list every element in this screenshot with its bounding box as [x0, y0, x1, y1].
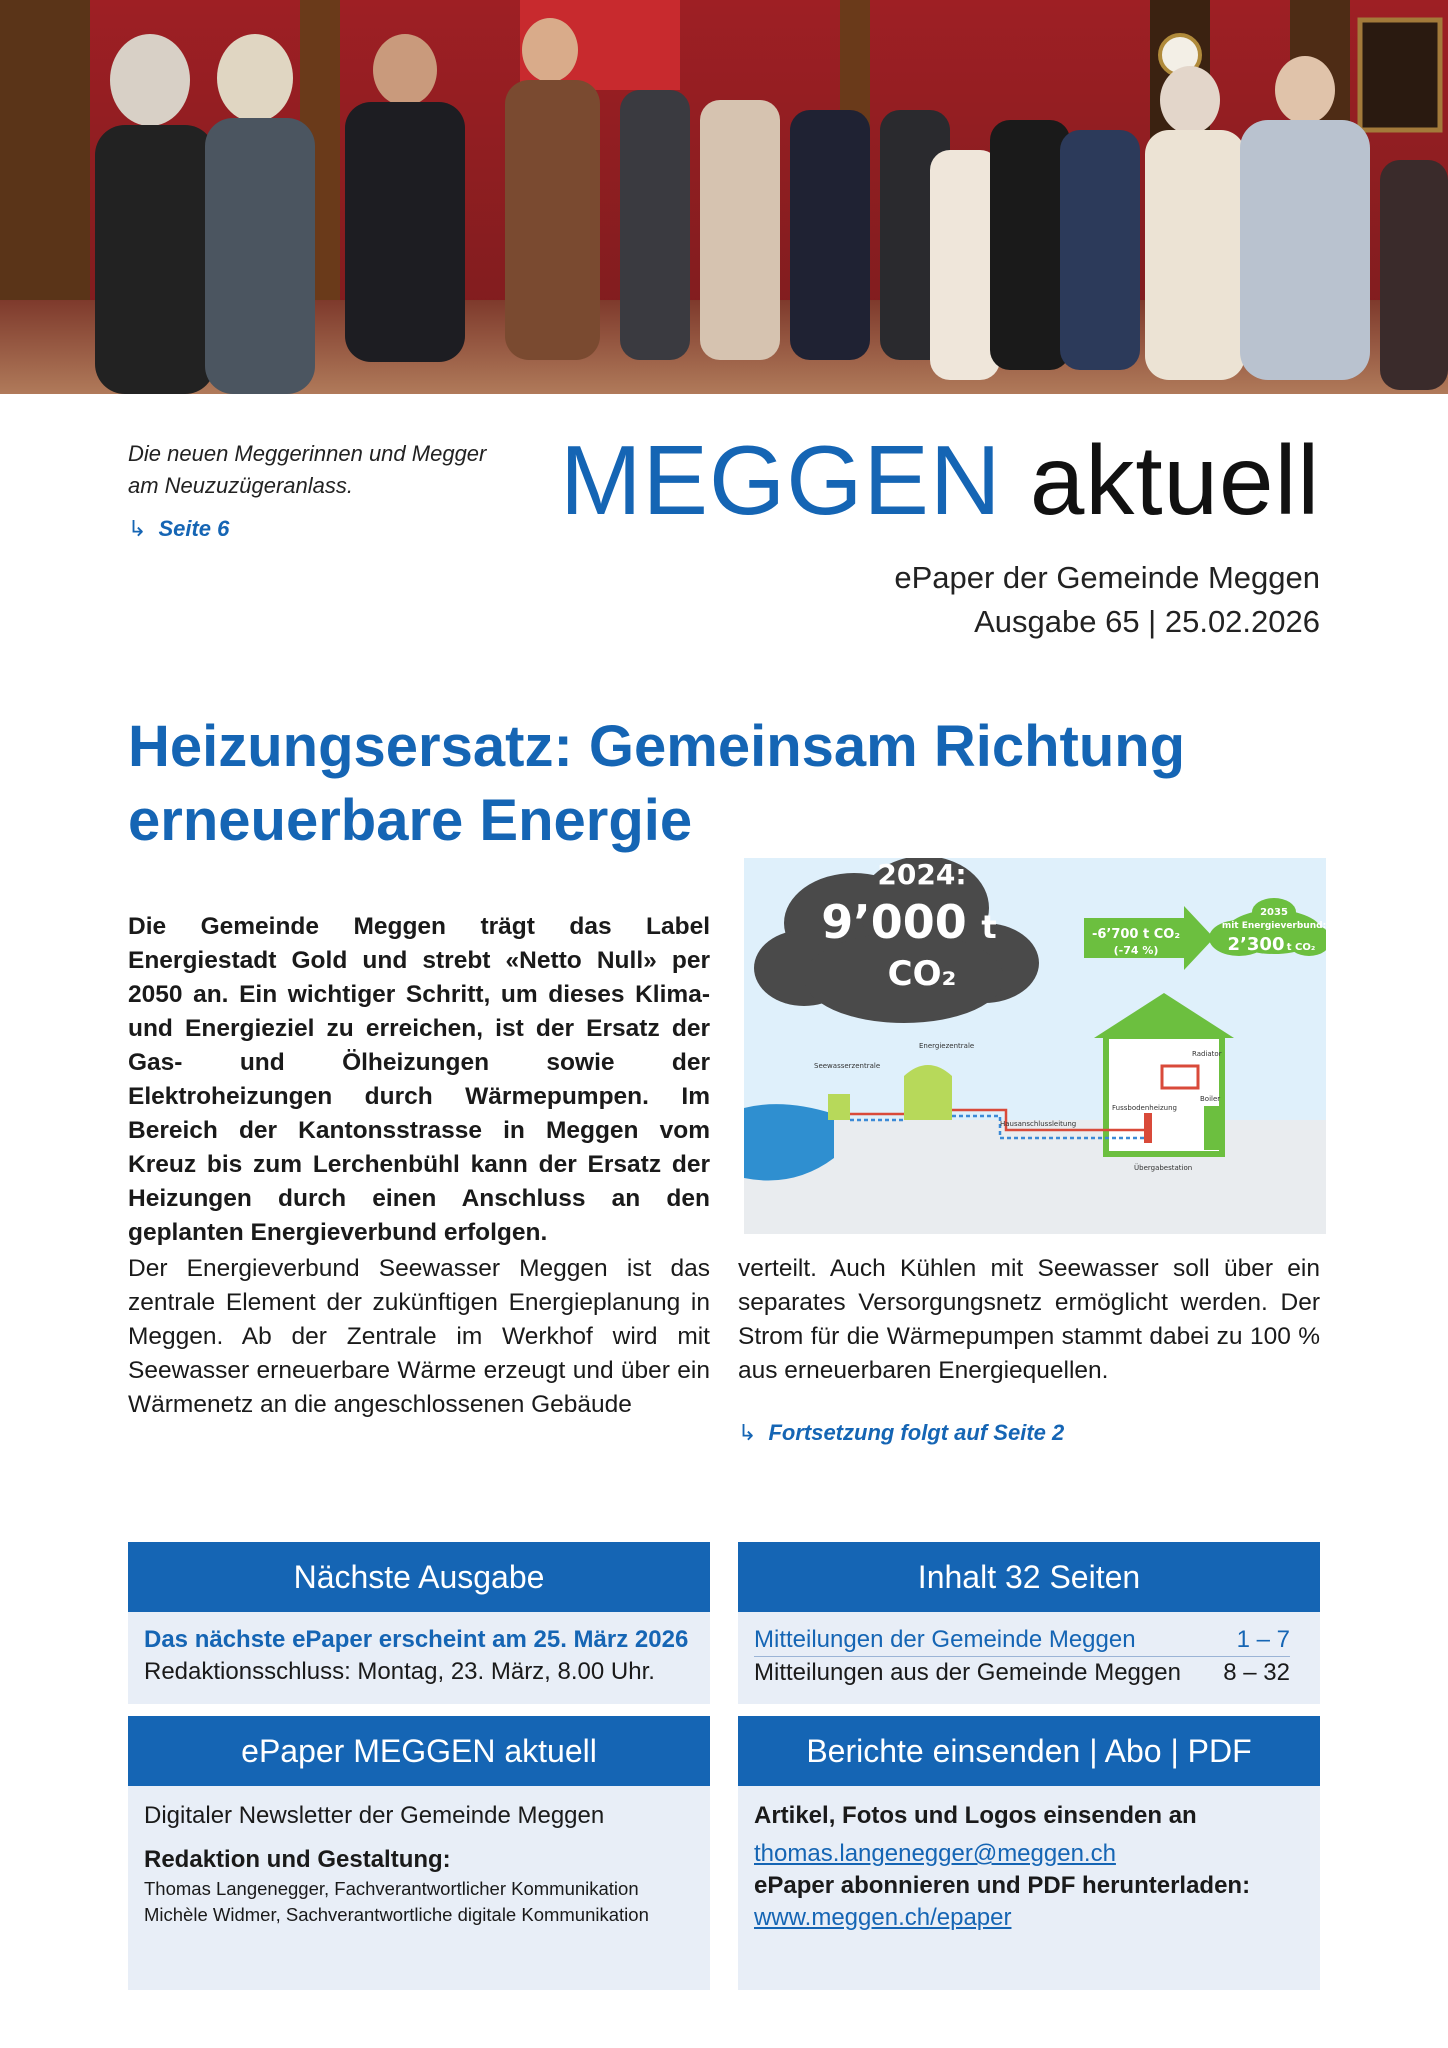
- contents-row-label: Mitteilungen der Gemeinde Meggen: [754, 1626, 1136, 1653]
- article-headline-line1: Heizungsersatz: Gemeinsam Richtung: [128, 714, 1186, 779]
- article-headline: [128, 710, 1228, 858]
- submit-email-link[interactable]: thomas.langenegger@meggen.ch: [754, 1840, 1116, 1867]
- next-issue-deadline: Redaktionsschluss: Montag, 23. März, 8.00 Uhr.: [144, 1658, 655, 1685]
- infographic-unit: t: [981, 908, 997, 946]
- epaper-info-title: ePaper MEGGEN aktuell: [128, 1716, 710, 1786]
- caption-page-link-label: Seite 6: [158, 516, 230, 541]
- submit-heading: Artikel, Fotos und Logos einsenden an: [754, 1802, 1197, 1829]
- infographic-label-radiator: Radiator: [1192, 1050, 1222, 1058]
- article-headline-line2: erneuerbare Energie: [128, 788, 693, 853]
- epaper-info-box: [128, 1716, 710, 1990]
- continuation-link-label: Fortsetzung folgt auf Seite 2: [768, 1420, 1065, 1445]
- contents-row[interactable]: [754, 1657, 1290, 1689]
- infographic-year: 2024:: [877, 858, 967, 891]
- infographic-gas: CO₂: [887, 954, 957, 994]
- infographic-target-year: 2035: [1260, 907, 1288, 918]
- hero-photo: [0, 0, 1448, 394]
- masthead-issue: Ausgabe 65 | 25.02.2026: [974, 604, 1320, 639]
- masthead-publisher: ePaper der Gemeinde Meggen: [894, 560, 1320, 595]
- epaper-info-description: Digitaler Newsletter der Gemeinde Meggen: [144, 1802, 605, 1829]
- arrow-return-icon: ↳: [128, 516, 147, 541]
- epaper-info-person: Thomas Langenegger, Fachverantwortlicher Kommunikation: [144, 1878, 639, 1899]
- masthead-subtitle: [894, 556, 1320, 644]
- infographic-label-seewasser: Seewasserzentrale: [814, 1062, 881, 1070]
- contents-box: [738, 1542, 1320, 1704]
- next-issue-box: [128, 1542, 710, 1704]
- next-issue-title: Nächste Ausgabe: [128, 1542, 710, 1612]
- contents-row[interactable]: [754, 1624, 1290, 1657]
- contents-title: Inhalt 32 Seiten: [738, 1542, 1320, 1612]
- epaper-info-person: Michèle Widmer, Sachverantwortliche digitale Kommunikation: [144, 1904, 649, 1925]
- masthead-title: [560, 425, 1321, 535]
- masthead-title-secondary: aktuell: [1029, 425, 1321, 535]
- infographic-label-energie: Energiezentrale: [919, 1042, 975, 1050]
- infographic-amount: 9’000: [821, 895, 967, 949]
- infographic-label-boden: Fussbodenheizung: [1112, 1104, 1177, 1112]
- infographic-target-unit: t CO₂: [1286, 942, 1316, 953]
- article-lead: Die Gemeinde Meggen trägt das Label Energiestadt Gold und strebt «Netto Null» per 2050 an. Ein wichtiger Schritt, um dieses Klima- und Energieziel zu erreichen, ist der Ersatz der Gas- und Ölheizungen sowie der Elektroheizungen durch Wärmepumpen. Im Bereich der Kantonsstrasse in Meggen vom Kreuz bis zum Lerchenbühl kann der Ersatz der Heizungen durch einen Anschluss an den geplanten Energieverbund erfolgen.: [128, 913, 710, 1246]
- subscribe-heading: ePaper abonnieren und PDF herunterladen:: [754, 1872, 1251, 1899]
- co2-infographic-illustration: [744, 858, 1326, 1234]
- contents-row-pages: 1 – 7: [1236, 1626, 1290, 1653]
- contents-row-pages: 8 – 32: [1223, 1659, 1290, 1686]
- contents-row-label: Mitteilungen aus der Gemeinde Meggen: [754, 1659, 1181, 1686]
- epaper-info-heading: Redaktion und Gestaltung:: [144, 1846, 451, 1873]
- caption-page-link[interactable]: [128, 516, 229, 542]
- article-body-right: verteilt. Auch Kühlen mit Seewasser soll über ein separates Versorgungsnetz ermöglicht werden. Der Strom für die Wärmepumpen stammt dabei zu 100 % aus erneuerbaren Energiequellen.: [738, 1255, 1320, 1384]
- next-issue-date: Das nächste ePaper erscheint am 25. März 2026: [144, 1626, 689, 1653]
- article-body-left: Der Energieverbund Seewasser Meggen ist das zentrale Element der zukünftigen Energieplanung in Meggen. Ab der Zentrale im Werkhof wird mit Seewasser erneuerbare Wärme erzeugt und über ein Wärmenetz an die angeschlossenen Gebäude: [128, 1255, 710, 1418]
- submit-title: Berichte einsenden | Abo | PDF: [738, 1716, 1320, 1786]
- epaper-url-link[interactable]: www.meggen.ch/epaper: [754, 1904, 1012, 1931]
- infographic-reduction-pct: (-74 %): [1113, 944, 1159, 957]
- photo-caption: Die neuen Meggerinnen und Megger am Neuzuzügeranlass.: [128, 441, 487, 498]
- infographic-reduction: -6’700 t CO₂: [1091, 927, 1181, 942]
- infographic-label-uebergabe: Übergabestation: [1134, 1164, 1193, 1172]
- hero-photo-illustration: [0, 0, 1448, 394]
- co2-infographic: [744, 858, 1326, 1234]
- infographic-target-amount: 2’300: [1227, 934, 1285, 955]
- infographic-label-boiler: Boiler: [1200, 1095, 1221, 1103]
- masthead-title-primary: MEGGEN: [560, 425, 1002, 535]
- arrow-return-icon: ↳: [738, 1420, 757, 1445]
- infographic-label-haus: Hausanschlussleitung: [1000, 1120, 1077, 1128]
- submit-box: [738, 1716, 1320, 1990]
- infographic-target-label: mit Energieverbund:: [1221, 921, 1326, 931]
- continuation-link[interactable]: [738, 1420, 1064, 1446]
